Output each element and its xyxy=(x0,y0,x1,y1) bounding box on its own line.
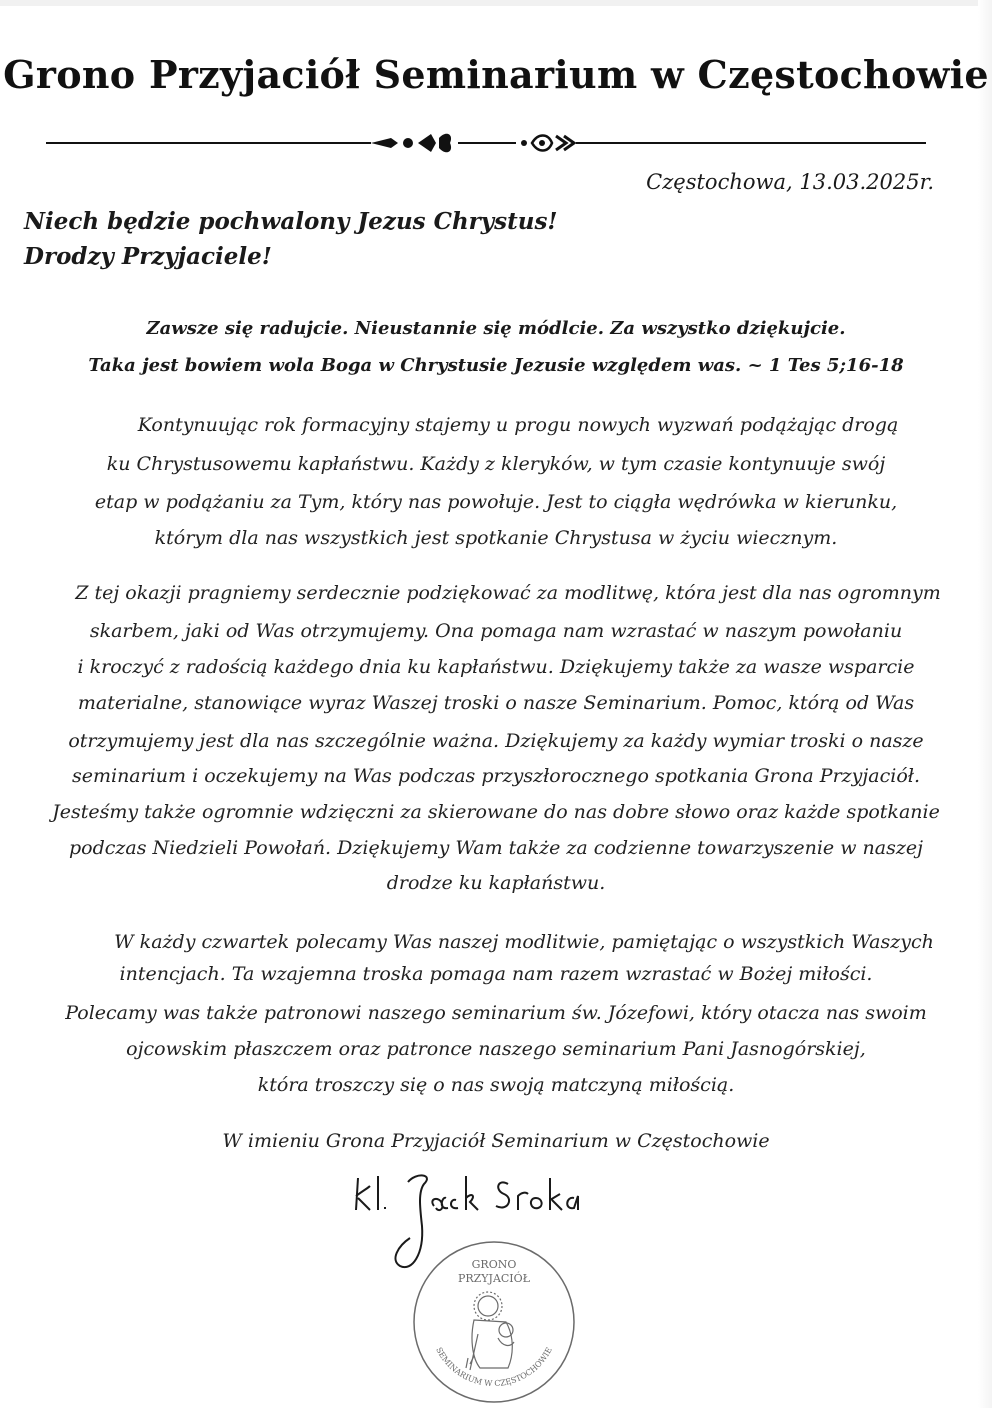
letterhead-title: Grono Przyjaciół Seminarium w Częstochowie xyxy=(3,52,989,97)
paragraph-line: ku Chrystusowemu kapłaństwu. Każdy z kleryków, w tym czasie kontynuuje swój xyxy=(106,453,886,475)
paragraph-line: drodze ku kapłaństwu. xyxy=(386,872,606,894)
paragraph-line: podczas Niedzieli Powołań. Dziękujemy Wam także za codzienne towarzyszenie w naszej xyxy=(69,837,923,859)
paragraph-line: intencjach. Ta wzajemna troska pomaga nam razem wzrastać w Bożej miłości. xyxy=(119,963,873,985)
paragraph-line: seminarium i oczekujemy na Was podczas przyszłorocznego spotkania Grona Przyjaciół. xyxy=(71,765,920,787)
letter-date: Częstochowa, 13.03.2025r. xyxy=(646,170,934,194)
paragraph-line: Polecamy was także patronowi naszego seminarium św. Józefowi, który otacza nas swoim xyxy=(65,1002,927,1024)
scripture-quote-line-2: Taka jest bowiem wola Boga w Chrystusie Jezusie względem was. ~ 1 Tes 5;16-18 xyxy=(88,355,904,376)
seal-saint-figure-icon xyxy=(466,1292,514,1370)
scripture-quote-line-1: Zawsze się radujcie. Nieustannie się módlcie. Za wszystko dziękujcie. xyxy=(146,318,846,339)
paragraph-line: otrzymujemy jest dla nas szczególnie ważna. Dziękujemy za każdy wymiar troski o nasze xyxy=(68,730,924,752)
seal-text-top-2: PRZYJACIÓŁ xyxy=(457,1272,531,1285)
paragraph-line: Kontynuując rok formacyjny stajemy u progu nowych wyzwań podążając drogą xyxy=(137,414,899,436)
stamp-seal-icon xyxy=(410,1238,578,1406)
seal-ring-text: SEMINARIUM W CZĘSTOCHOWIE xyxy=(434,1345,554,1389)
paragraph-line: Jesteśmy także ogromnie wdzięczni za skierowane do nas dobre słowo oraz każde spotkanie xyxy=(52,801,940,823)
paragraph-line: którym dla nas wszystkich jest spotkanie Chrystusa w życiu wiecznym. xyxy=(154,527,838,549)
paragraph-line: ojcowskim płaszczem oraz patronce naszego seminarium Pani Jasnogórskiej, xyxy=(126,1038,866,1060)
paragraph-line: materialne, stanowiące wyraz Waszej troski o nasze Seminarium. Pomoc, którą od Was xyxy=(77,692,915,714)
scan-top-edge xyxy=(0,0,992,6)
closing-line: W imieniu Grona Przyjaciół Seminarium w Częstochowie xyxy=(222,1130,770,1152)
paragraph-line: Z tej okazji pragniemy serdecznie podziękować za modlitwę, która jest dla nas ogromnym xyxy=(75,582,941,604)
ornament-divider-icon xyxy=(46,128,926,158)
seal-text-top-1: GRONO xyxy=(471,1258,517,1271)
paragraph-line: skarbem, jaki od Was otrzymujemy. Ona pomaga nam wzrastać w naszym powołaniu xyxy=(89,620,903,642)
greeting-line-1: Niech będzie pochwalony Jezus Chrystus! xyxy=(24,208,558,235)
greeting-line-2: Drodzy Przyjaciele! xyxy=(24,243,272,270)
paragraph-line: i kroczyć z radością każdego dnia ku kapłaństwu. Dziękujemy także za wasze wsparcie xyxy=(77,656,915,678)
paragraph-line: która troszczy się o nas swoją matczyną miłością. xyxy=(257,1074,735,1096)
paragraph-line: W każdy czwartek polecamy Was naszej modlitwie, pamiętając o wszystkich Waszych xyxy=(114,931,934,953)
paragraph-line: etap w podążaniu za Tym, który nas powołuje. Jest to ciągła wędrówka w kierunku, xyxy=(94,491,898,513)
